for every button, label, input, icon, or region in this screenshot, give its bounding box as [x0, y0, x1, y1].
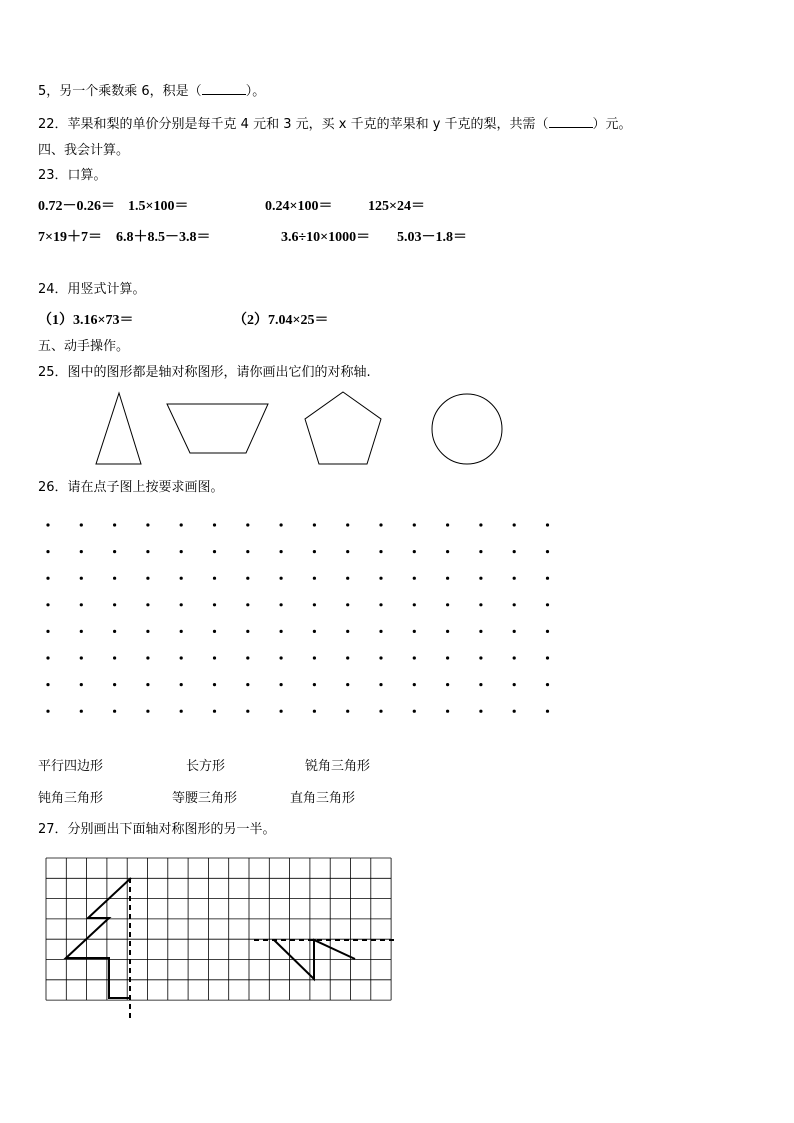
grid-dot[interactable]: [313, 683, 316, 686]
grid-dot[interactable]: [80, 523, 83, 526]
oral-r1c3: 0.24×100＝: [265, 199, 333, 214]
grid-dot[interactable]: [446, 603, 449, 606]
grid-dot[interactable]: [413, 523, 416, 526]
grid-dot[interactable]: [180, 656, 183, 659]
vertical-problem-1: （1）3.16×73＝: [38, 313, 134, 328]
grid-dot[interactable]: [280, 683, 283, 686]
grid-dot[interactable]: [113, 550, 116, 553]
oral-r2c4: 5.03－1.8＝: [397, 230, 467, 245]
grid-dot[interactable]: [46, 630, 49, 633]
label-parallelogram: 平行四边形: [38, 759, 104, 774]
grid-dot[interactable]: [280, 630, 283, 633]
grid-dot[interactable]: [280, 603, 283, 606]
pentagon-shape: [305, 392, 381, 464]
grid-dot[interactable]: [446, 550, 449, 553]
grid-dot[interactable]: [379, 550, 382, 553]
grid-dot[interactable]: [479, 523, 482, 526]
grid-dot[interactable]: [513, 656, 516, 659]
grid-dot[interactable]: [479, 603, 482, 606]
label-isosceles-triangle: 等腰三角形: [172, 791, 238, 806]
grid-dot[interactable]: [513, 577, 516, 580]
grid-dot[interactable]: [146, 683, 149, 686]
grid-dot[interactable]: [280, 710, 283, 713]
q22-text: 22．苹果和梨的单价分别是每千克 4 元和 3 元，买 x 千克的苹果和 y 千克的梨，共需（: [38, 117, 549, 132]
grid-dot[interactable]: [446, 656, 449, 659]
grid-dot[interactable]: [213, 603, 216, 606]
grid-dot[interactable]: [513, 630, 516, 633]
grid-dot[interactable]: [346, 630, 349, 633]
grid-dot[interactable]: [146, 710, 149, 713]
grid-dot[interactable]: [379, 603, 382, 606]
label-rectangle: 长方形: [186, 759, 226, 774]
circle-shape: [432, 394, 502, 464]
grid-dot[interactable]: [180, 630, 183, 633]
q26-title: 26．请在点子图上按要求画图。: [38, 480, 224, 495]
grid-dot[interactable]: [379, 630, 382, 633]
grid-dot[interactable]: [546, 683, 549, 686]
grid-dot[interactable]: [113, 603, 116, 606]
grid-dot[interactable]: [246, 550, 249, 553]
grid-dot[interactable]: [113, 710, 116, 713]
grid-dot[interactable]: [180, 603, 183, 606]
grid-dot[interactable]: [313, 603, 316, 606]
grid-dot[interactable]: [146, 550, 149, 553]
grid-dot[interactable]: [379, 523, 382, 526]
grid-dot[interactable]: [46, 523, 49, 526]
grid-dot[interactable]: [146, 523, 149, 526]
grid-dot[interactable]: [180, 577, 183, 580]
dot-grid[interactable]: [46, 523, 549, 712]
grid-dot[interactable]: [213, 710, 216, 713]
q21-text: 5，另一个乘数乘 6，积是（: [38, 84, 202, 99]
q23-title: 23．口算。: [38, 168, 107, 183]
grid-dot[interactable]: [80, 630, 83, 633]
grid-dot[interactable]: [146, 603, 149, 606]
trapezoid-shape: [167, 404, 268, 453]
grid-dot[interactable]: [46, 710, 49, 713]
label-obtuse-triangle: 钝角三角形: [38, 791, 104, 806]
oral-r1c1: 0.72－0.26＝: [38, 199, 115, 214]
grid-dot[interactable]: [80, 683, 83, 686]
grid-dot[interactable]: [346, 710, 349, 713]
grid-dot[interactable]: [479, 710, 482, 713]
grid-dot[interactable]: [446, 683, 449, 686]
oral-r2c1: 7×19＋7＝: [38, 230, 102, 245]
grid-dot[interactable]: [446, 710, 449, 713]
grid-dot[interactable]: [546, 577, 549, 580]
q25-title: 25．图中的图形都是轴对称图形，请你画出它们的对称轴.: [38, 365, 371, 380]
grid-dot[interactable]: [280, 550, 283, 553]
grid-dot[interactable]: [446, 630, 449, 633]
grid-dot[interactable]: [246, 603, 249, 606]
grid-dot[interactable]: [413, 577, 416, 580]
grid-dot[interactable]: [146, 630, 149, 633]
grid-dot[interactable]: [113, 683, 116, 686]
section-4-heading: 四、我会计算。: [38, 143, 130, 158]
grid-dot[interactable]: [479, 683, 482, 686]
grid-dot[interactable]: [213, 683, 216, 686]
grid-dot[interactable]: [379, 577, 382, 580]
grid-dot[interactable]: [113, 656, 116, 659]
grid-dot[interactable]: [546, 710, 549, 713]
grid-dot[interactable]: [246, 630, 249, 633]
grid-dot[interactable]: [546, 603, 549, 606]
section-5-heading: 五、动手操作。: [38, 339, 130, 354]
grid-dot[interactable]: [446, 577, 449, 580]
grid-dot[interactable]: [246, 523, 249, 526]
grid-dot[interactable]: [313, 656, 316, 659]
grid-dot[interactable]: [80, 710, 83, 713]
q24-title: 24．用竖式计算。: [38, 282, 146, 297]
grid-dot[interactable]: [246, 683, 249, 686]
grid-dot[interactable]: [46, 656, 49, 659]
grid-dot[interactable]: [46, 603, 49, 606]
grid-dot[interactable]: [80, 577, 83, 580]
grid-dot[interactable]: [546, 656, 549, 659]
grid-dot[interactable]: [413, 550, 416, 553]
grid-dot[interactable]: [413, 630, 416, 633]
grid-dot[interactable]: [280, 523, 283, 526]
grid-dot[interactable]: [379, 656, 382, 659]
grid-dot[interactable]: [413, 710, 416, 713]
grid-dot[interactable]: [346, 683, 349, 686]
grid-dot[interactable]: [313, 523, 316, 526]
grid-dot[interactable]: [213, 656, 216, 659]
grid-dot[interactable]: [213, 577, 216, 580]
vertical-problem-2: （2）7.04×25＝: [233, 313, 329, 328]
grid-dot[interactable]: [313, 630, 316, 633]
oral-r1c4: 125×24＝: [368, 199, 425, 214]
grid-dot[interactable]: [479, 577, 482, 580]
grid-dot[interactable]: [346, 550, 349, 553]
grid-dot[interactable]: [546, 523, 549, 526]
q27-title: 27．分别画出下面轴对称图形的另一半。: [38, 822, 276, 837]
grid-dot[interactable]: [280, 656, 283, 659]
grid-dot[interactable]: [113, 577, 116, 580]
grid-dot[interactable]: [180, 683, 183, 686]
grid-dot[interactable]: [346, 656, 349, 659]
grid-dot[interactable]: [180, 550, 183, 553]
grid-dot[interactable]: [246, 710, 249, 713]
grid-dot[interactable]: [46, 550, 49, 553]
grid-dot[interactable]: [546, 550, 549, 553]
label-right-triangle: 直角三角形: [290, 791, 356, 806]
grid-dot[interactable]: [479, 630, 482, 633]
grid-dot[interactable]: [146, 577, 149, 580]
grid-dot[interactable]: [513, 683, 516, 686]
grid-dot[interactable]: [379, 683, 382, 686]
grid-dot[interactable]: [346, 603, 349, 606]
oral-r1c2: 1.5×100＝: [128, 199, 189, 214]
grid-dot[interactable]: [346, 523, 349, 526]
grid-dot[interactable]: [479, 550, 482, 553]
grid-dot[interactable]: [546, 630, 549, 633]
label-acute-triangle: 锐角三角形: [305, 759, 371, 774]
grid-dot[interactable]: [80, 550, 83, 553]
grid-dot[interactable]: [246, 656, 249, 659]
grid-dot[interactable]: [213, 550, 216, 553]
grid-dot[interactable]: [313, 710, 316, 713]
grid-dot[interactable]: [146, 656, 149, 659]
grid-dot[interactable]: [246, 577, 249, 580]
grid-dot[interactable]: [46, 683, 49, 686]
grid-dot[interactable]: [413, 683, 416, 686]
q22-text-end: ）元。: [592, 117, 632, 132]
grid-dot[interactable]: [446, 523, 449, 526]
triangle-shape: [96, 393, 141, 464]
grid-dot[interactable]: [113, 630, 116, 633]
grid-dot[interactable]: [513, 523, 516, 526]
oral-r2c3: 3.6÷10×1000＝: [281, 230, 371, 245]
grid-dot[interactable]: [80, 656, 83, 659]
grid-dot[interactable]: [46, 577, 49, 580]
q21-text-end: ）。: [245, 84, 266, 99]
grid-dot[interactable]: [513, 710, 516, 713]
grid-dot[interactable]: [379, 710, 382, 713]
grid-dot[interactable]: [80, 603, 83, 606]
grid-dot[interactable]: [346, 577, 349, 580]
grid-dot[interactable]: [280, 577, 283, 580]
grid-dot[interactable]: [313, 577, 316, 580]
grid-dot[interactable]: [113, 523, 116, 526]
grid-dot[interactable]: [313, 550, 316, 553]
grid-dot[interactable]: [213, 630, 216, 633]
grid-dot[interactable]: [479, 656, 482, 659]
oral-r2c2: 6.8＋8.5－3.8＝: [116, 230, 211, 245]
grid-dot[interactable]: [213, 523, 216, 526]
grid-dot[interactable]: [513, 603, 516, 606]
grid-dot[interactable]: [413, 656, 416, 659]
grid-dot[interactable]: [413, 603, 416, 606]
grid-dot[interactable]: [513, 550, 516, 553]
grid-dot[interactable]: [180, 523, 183, 526]
grid-dot[interactable]: [180, 710, 183, 713]
